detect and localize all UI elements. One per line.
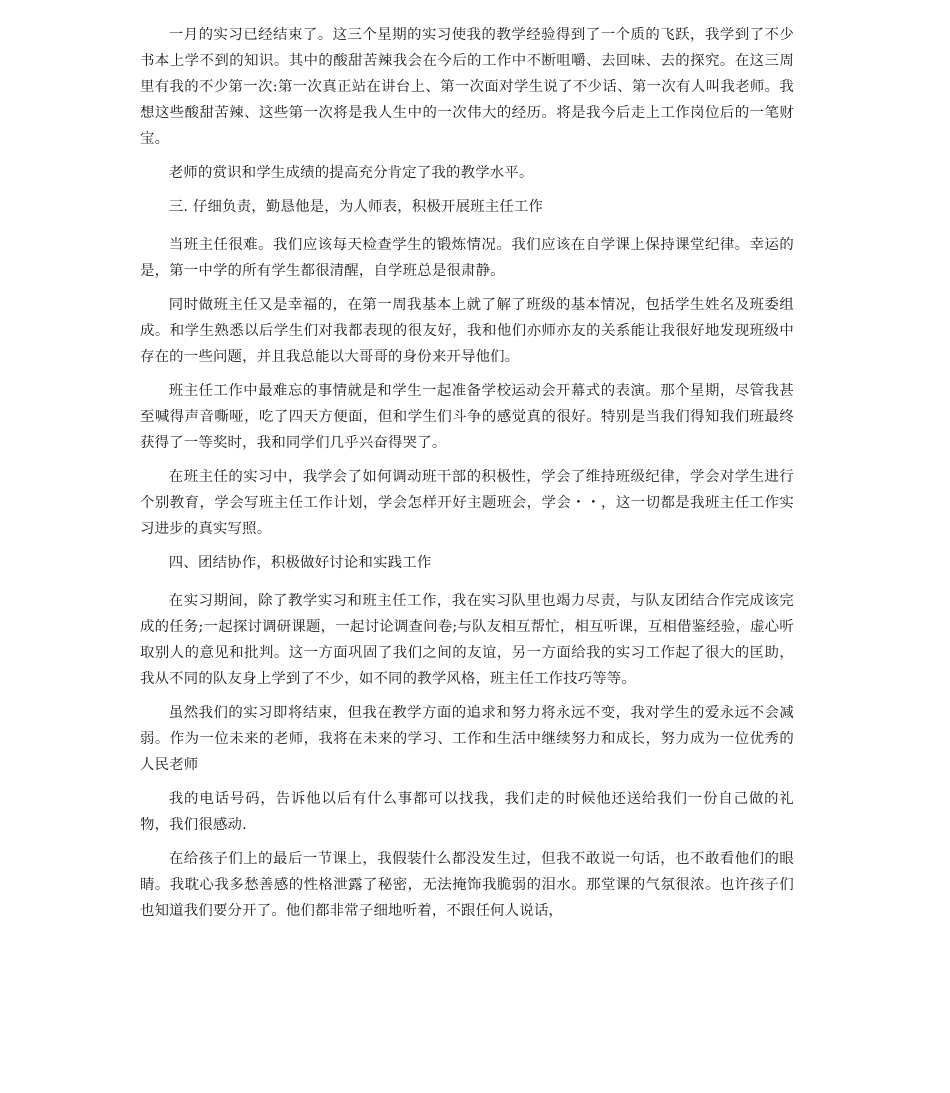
paragraph-last-class: 在给孩子们上的最后一节课上，我假装什么都没发生过，但我不敢说一句话，也不敢看他们的眼睛。我耽心我多愁善感的性格泄露了秘密，无法掩饰我脆弱的泪水。那堂课的气氛很浓。也许孩子们也知道我们要分开了。他们都非常子细地听着，不跟任何人说话， — [140, 851, 794, 919]
paragraph-future-commitment: 虽然我们的实习即将结束，但我在教学方面的追求和努力将永远不变，我对学生的爱永远不会减弱。作为一位未来的老师，我将在未来的学习、工作和生活中继续努力和成长，努力成为一位优秀的人民老师 — [140, 705, 794, 773]
document-page — [140, 22, 794, 932]
section-heading-head-teacher: 三. 仔细负责，勤恳他是，为人师表，积极开展班主任工作 — [168, 199, 544, 215]
paragraph-sports-meeting: 班主任工作中最难忘的事情就是和学生一起准备学校运动会开幕式的表演。那个星期，尽管我甚至喊得声音嘶哑，吃了四天方便面，但和学生们斗争的感觉真的很好。特别是当我们得知我们班最终获得了一等奖时，我和同学们几乎兴奋得哭了。 — [140, 383, 794, 451]
paragraph-head-teacher-happiness: 同时做班主任又是幸福的，在第一周我基本上就了解了班级的基本情况，包括学生姓名及班委组成。和学生熟悉以后学生们对我都表现的很友好，我和他们亦师亦友的关系能让我很好地发现班级中存在的一些问题，并且我总能以大哥哥的身份来开导他们。 — [140, 297, 794, 365]
paragraph-phone-number: 我的电话号码，告诉他以后有什么事都可以找我，我们走的时候他还送给我们一份自己做的礼物，我们很感动. — [140, 791, 794, 833]
paragraph-teacher-recognition: 老师的赏识和学生成绩的提高充分肯定了我的教学水平。 — [168, 165, 534, 181]
paragraph-head-teacher-difficulty: 当班主任很难。我们应该每天检查学生的锻炼情况。我们应该在自学课上保持课堂纪律。幸运的是，第一中学的所有学生都很清醒，自学班总是很肃静。 — [140, 237, 794, 279]
paragraph-teamwork: 在实习期间，除了教学实习和班主任工作，我在实习队里也竭力尽责，与队友团结合作完成该完成的任务;一起探讨调研课题，一起讨论调查问卷;与队友相互帮忙，相互听课，互相借鉴经验，虚心听取别人的意见和批判。这一方面巩固了我们之间的友谊，另一方面给我的实习工作起了很大的匡助，我从不同的队友身上学到了不少，如不同的教学风格，班主任工作技巧等等。 — [140, 593, 794, 687]
paragraph-head-teacher-skills: 在班主任的实习中，我学会了如何调动班干部的积极性，学会了维持班级纪律，学会对学生进行个别教育，学会写班主任工作计划，学会怎样开好主题班会，学会・・，这一切都是我班主任工作实习进步的真实写照。 — [140, 469, 794, 537]
section-heading-teamwork: 四、团结协作，积极做好讨论和实践工作 — [168, 555, 432, 571]
paragraph-internship-summary: 一月的实习已经结束了。这三个星期的实习使我的教学经验得到了一个质的飞跃，我学到了不少书本上学不到的知识。其中的酸甜苦辣我会在今后的工作中不断咀嚼、去回味、去的探究。在这三周里有我的不少第一次:第一次真正站在讲台上、第一次面对学生说了不少话、第一次有人叫我老师。我想这些酸甜苦辣、这些第一次将是我人生中的一次伟大的经历。将是我今后走上工作岗位后的一笔财宝。 — [140, 27, 794, 147]
